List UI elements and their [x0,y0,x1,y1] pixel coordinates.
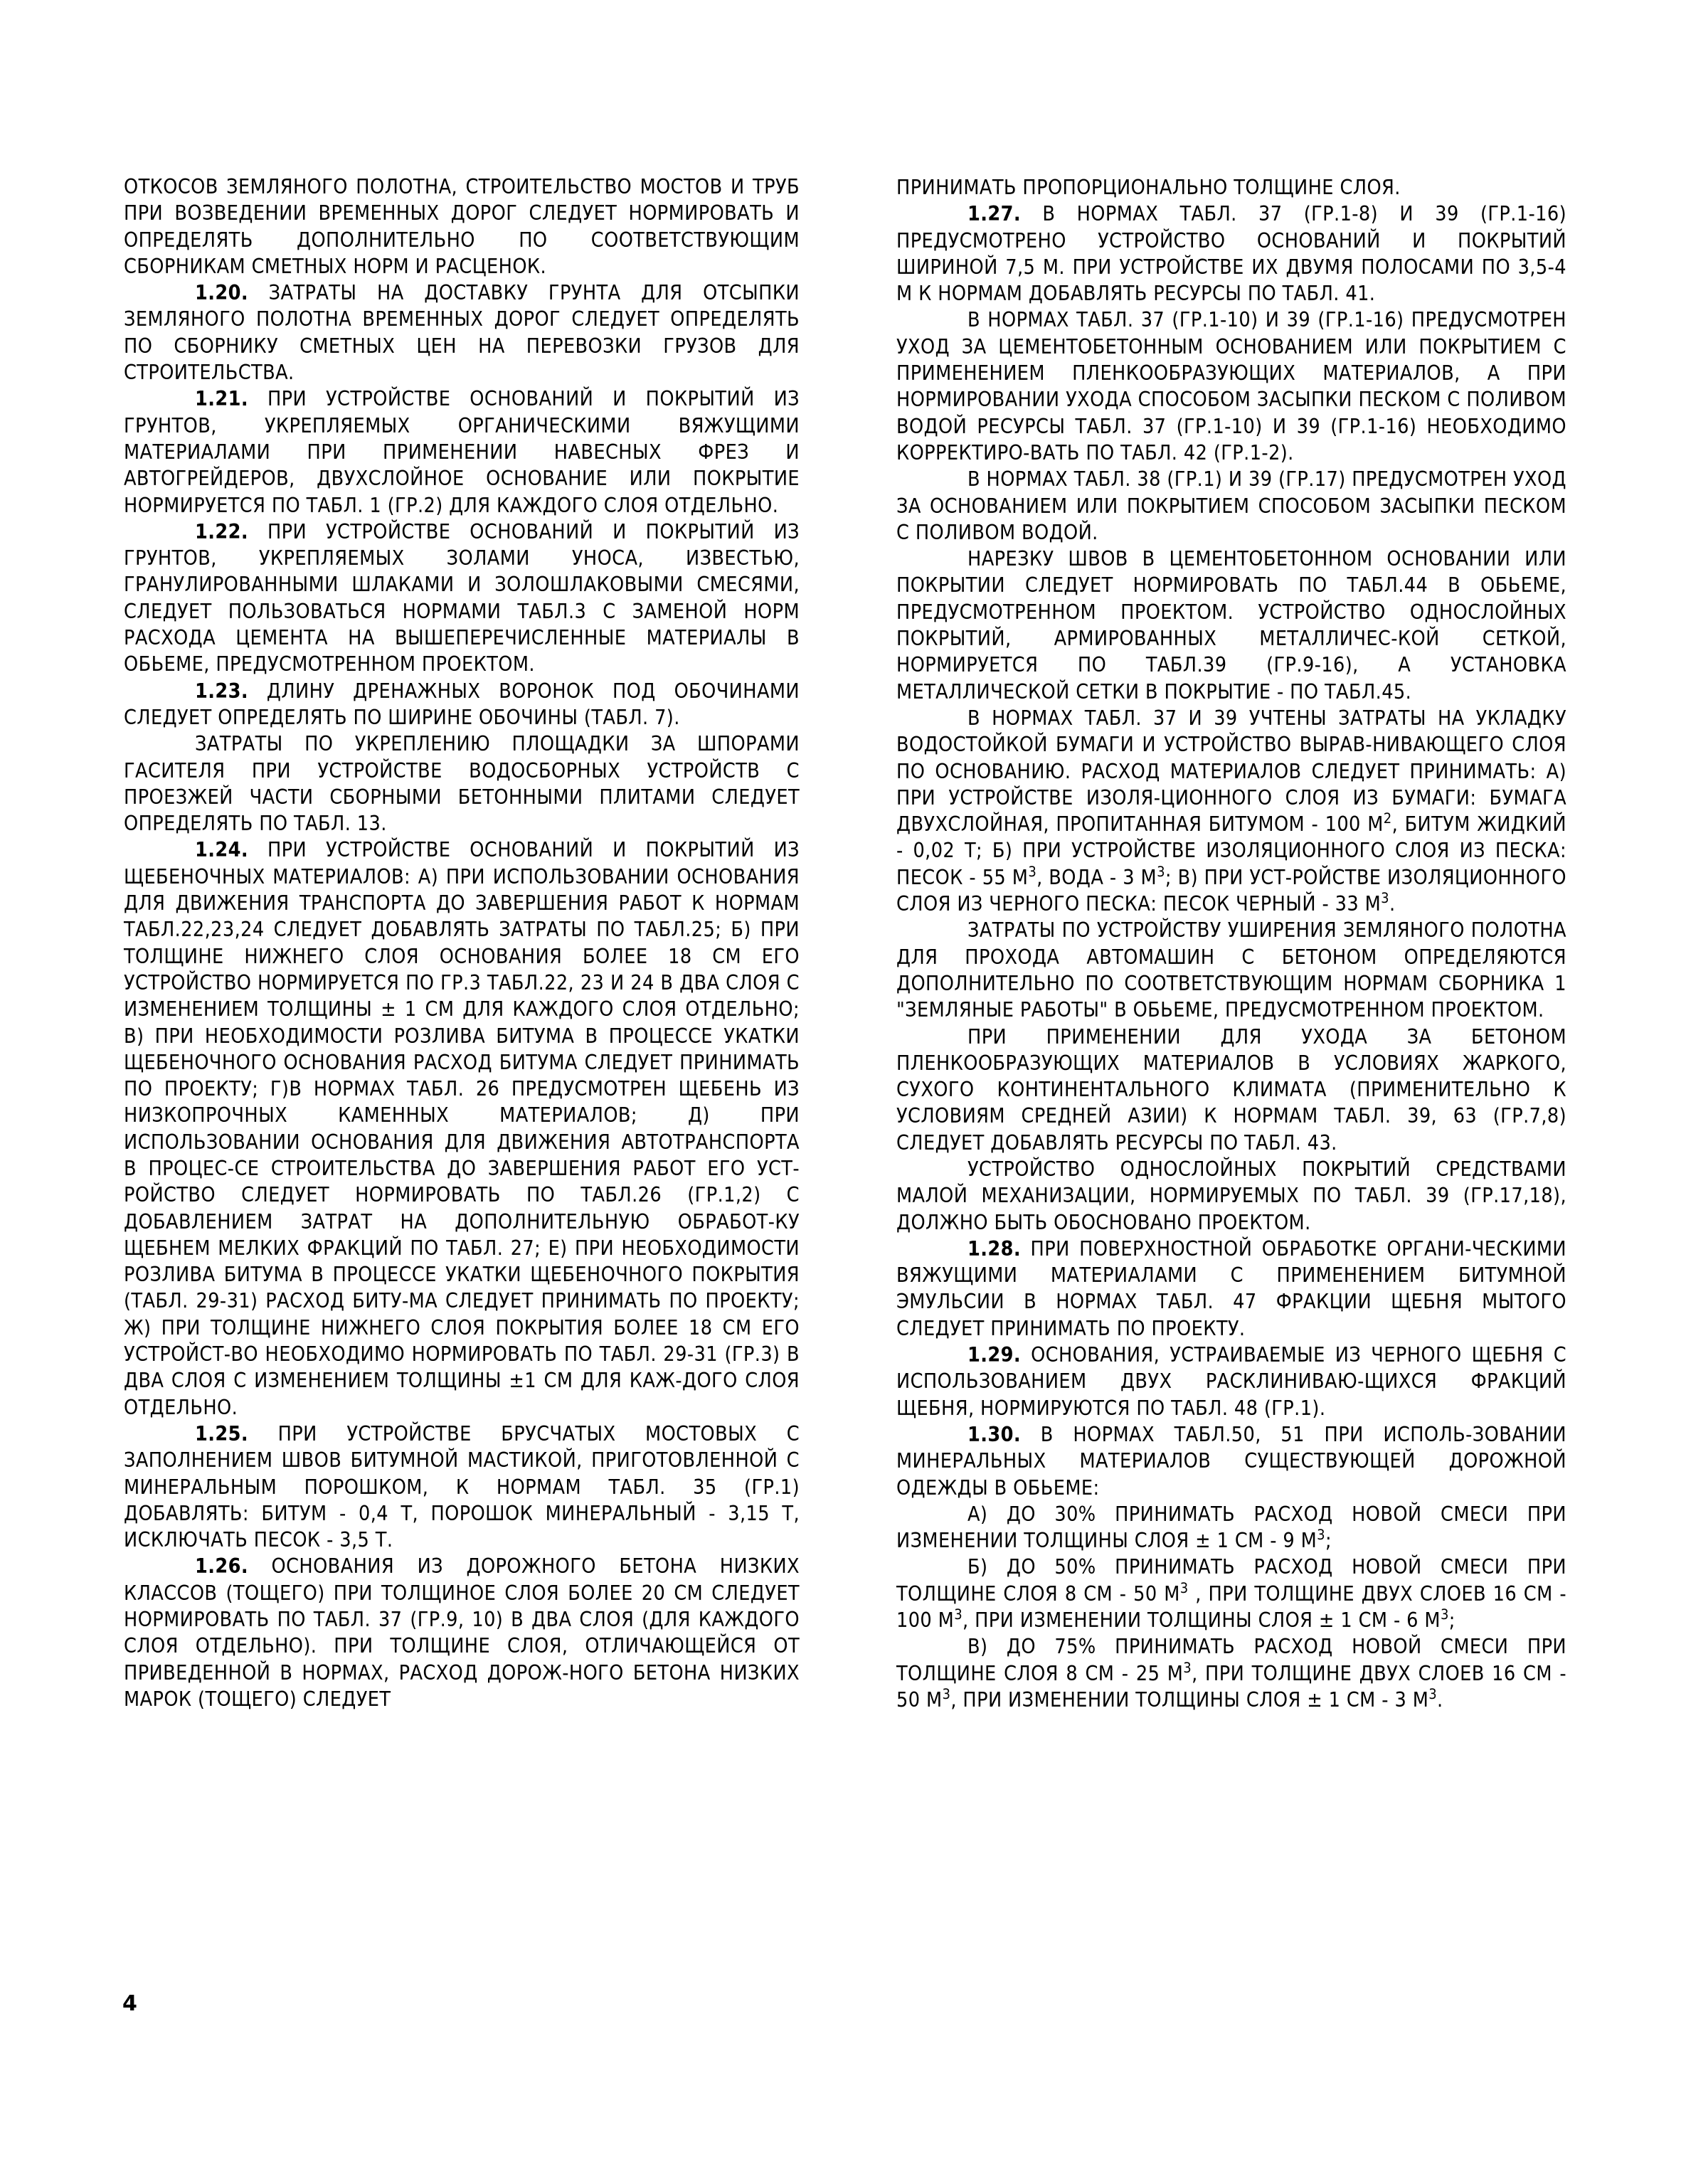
right-column [896,174,1566,1713]
text-run: , ПРИ ИЗМЕНЕНИИ ТОЛЩИНЫ СЛОЯ ± 1 СМ - 3 М [950,1687,1429,1712]
paragraph-cement-care: В НОРМАХ ТАБЛ. 37 (ГР.1-10) И 39 (ГР.1-16) ПРЕДУСМОТРЕН УХОД ЗА ЦЕМЕНТОБЕТОННЫМ ОСНОВАНИЕМ ИЛИ ПОКРЫТИЕМ С ПРИМЕНЕНИЕМ ПЛЕНКООБРАЗУЮЩИХ МАТЕРИАЛОВ, А ПРИ НОРМИРОВАНИИ УХОДА СПОСОБОМ ЗАСЫПКИ ПЕСКОМ С ПОЛИВОМ ВОДОЙ РЕСУРСЫ ТАБЛ. 37 (ГР.1-10) И 39 (ГР.1-16) НЕОБХОДИМО КОРРЕКТИРО-ВАТЬ ПО ТАБЛ. 42 (ГР.1-2). [896,308,1566,465]
paragraph-small-mechanization: УСТРОЙСТВО ОДНОСЛОЙНЫХ ПОКРЫТИЙ СРЕДСТВАМИ МАЛОЙ МЕХАНИЗАЦИИ, НОРМИРУЕМЫХ ПО ТАБЛ. 39 (ГР.17,18), ДОЛЖНО БЫТЬ ОБОСНОВАНО ПРОЕКТОМ. [896,1157,1566,1234]
text-run: , БИТУМ ЖИДКИЙ - 0,02 Т; Б) ПРИ УСТРОЙСТВЕ ИЗОЛЯЦИОННОГО СЛОЯ ИЗ ПЕСКА: ПЕСОК - 55 М [896,812,1566,889]
paragraph-text: ПРИ УСТРОЙСТВЕ БРУСЧАТЫХ МОСТОВЫХ С ЗАПОЛНЕНИЕМ ШВОВ БИТУМНОЙ МАСТИКОЙ, ПРИГОТОВЛЕННОЙ С МИНЕРАЛЬНЫМ ПОРОШКОМ, К НОРМАМ ТАБЛ. 35 (ГР.1) ДОБАВЛЯТЬ: БИТУМ - 0,4 Т, ПОРОШОК МИНЕРАЛЬНЫЙ - 3,15 Т, ИСКЛЮЧАТЬ ПЕСОК - 3,5 Т. [124,1421,800,1552]
paragraph-number: 1.23. [195,679,249,703]
paragraph-1-25 [124,1421,800,1553]
paragraph-1-26 [124,1553,800,1712]
text-run: Б) ДО 50% ПРИНИМАТЬ РАСХОД НОВОЙ СМЕСИ ПРИ ТОЛЩИНЕ СЛОЯ 8 СМ - 50 М [896,1555,1566,1606]
paragraph-1-24 [124,837,800,1421]
superscript: 3 [1028,862,1037,880]
paragraph-number: 1.24. [195,838,249,862]
text-run: ; [1325,1529,1332,1553]
paragraph-number: 1.21. [195,387,249,411]
superscript: 3 [1183,1658,1192,1676]
page-number: 4 [122,1991,137,2016]
superscript: 3 [1440,1606,1449,1623]
text-run: , ПРИ ИЗМЕНЕНИИ ТОЛЩИНЫ СЛОЯ ± 1 СМ - 6 М [963,1608,1441,1633]
paragraph-text: ОСНОВАНИЯ, УСТРАИВАЕМЫЕ ИЗ ЧЕРНОГО ЩЕБНЯ С ИСПОЛЬЗОВАНИЕМ ДВУХ РАСКЛИНИВАЮ-ЩИХСЯ ФРАКЦИЙ ЩЕБНЯ, НОРМИРУЮТСЯ ПО ТАБЛ. 48 (ГР.1). [896,1343,1566,1420]
superscript: 3 [1381,889,1389,907]
superscript: 2 [1383,810,1392,827]
paragraph-continuation: ОТКОСОВ ЗЕМЛЯНОГО ПОЛОТНА, СТРОИТЕЛЬСТВО МОСТОВ И ТРУБ ПРИ ВОЗВЕДЕНИИ ВРЕМЕННЫХ ДОРОГ СЛЕДУЕТ НОРМИРОВАТЬ И ОПРЕДЕЛЯТЬ ДОПОЛНИТЕЛЬНО ПО СООТВЕТСТВУЮЩИМ СБОРНИКАМ СМЕТНЫХ НОРМ И РАСЦЕНОК. [124,175,800,278]
text-run: А) ДО 30% ПРИНИМАТЬ РАСХОД НОВОЙ СМЕСИ ПРИ ИЗМЕНЕНИИ ТОЛЩИНЫ СЛОЯ ± 1 СМ - 9 М [896,1502,1566,1553]
paragraph-text: ЗАТРАТЫ НА ДОСТАВКУ ГРУНТА ДЛЯ ОТСЫПКИ ЗЕМЛЯНОГО ПОЛОТНА ВРЕМЕННЫХ ДОРОГ СЛЕДУЕТ ОПРЕДЕЛЯТЬ ПО СБОРНИКУ СМЕТНЫХ ЦЕН НА ПЕРЕВОЗКИ ГРУЗОВ ДЛЯ СТРОИТЕЛЬСТВА. [124,281,800,385]
text-run: . [1389,892,1396,916]
paragraph-text: ДЛИНУ ДРЕНАЖНЫХ ВОРОНОК ПОД ОБОЧИНАМИ СЛЕДУЕТ ОПРЕДЕЛЯТЬ ПО ШИРИНЕ ОБОЧИНЫ (ТАБЛ. 7). [124,679,800,729]
paragraph-1-27 [896,201,1566,307]
text-run: В НОРМАХ ТАБЛ. 37 И 39 УЧТЕНЫ ЗАТРАТЫ НА УКЛАДКУ ВОДОСТОЙКОЙ БУМАГИ И УСТРОЙСТВО ВЫРАВ-НИВАЮЩЕГО СЛОЯ ПО ОСНОВАНИЮ. РАСХОД МАТЕРИАЛОВ СЛЕДУЕТ ПРИНИМАТЬ: А) ПРИ УСТРОЙСТВЕ ИЗОЛЯ-ЦИОННОГО СЛОЯ ИЗ БУМАГИ: БУМАГА ДВУХСЛОЙНАЯ, ПРОПИТАННАЯ БИТУМОМ - 100 М [896,706,1566,837]
list-item-a [896,1501,1566,1554]
superscript: 3 [1317,1526,1325,1544]
superscript: 3 [954,1606,963,1623]
text-run: . [1437,1687,1443,1712]
paragraph-text: ПРИ ПОВЕРХНОСТНОЙ ОБРАБОТКЕ ОРГАНИ-ЧЕСКИМИ ВЯЖУЩИМИ МАТЕРИАЛАМИ С ПРИМЕНЕНИЕМ БИТУМНОЙ ЭМУЛЬСИИ В НОРМАХ ТАБЛ. 47 ФРАКЦИИ ЩЕБНЯ МЫТОГО СЛЕДУЕТ ПРИНИМАТЬ ПО ПРОЕКТУ. [896,1236,1566,1340]
superscript: 3 [1179,1579,1189,1596]
paragraph-continuation: ПРИНИМАТЬ ПРОПОРЦИОНАЛЬНО ТОЛЩИНЕ СЛОЯ. [896,176,1401,199]
paragraph-text: ОСНОВАНИЯ ИЗ ДОРОЖНОГО БЕТОНА НИЗКИХ КЛАССОВ (ТОЩЕГО) ПРИ ТОЛЩИНОЕ СЛОЯ БОЛЕЕ 20 СМ СЛЕДУЕТ НОРМИРОВАТЬ ПО ТАБЛ. 37 (ГР.9, 10) В ДВА СЛОЯ (ДЛЯ КАЖДОГО СЛОЯ ОТДЕЛЬНО). ПРИ ТОЛЩИНЕ СЛОЯ, ОТЛИЧАЮЩЕЙСЯ ОТ ПРИВЕДЕННОЙ В НОРМАХ, РАСХОД ДОРОЖ-НОГО БЕТОНА НИЗКИХ МАРОК (ТОЩЕГО) СЛЕДУЕТ [124,1554,800,1711]
list-item-c [896,1633,1566,1713]
text-run: , ПРИ ТОЛЩИНЕ ДВУХ СЛОЕВ 16 СМ - 50 М [896,1661,1566,1712]
paragraph-number: 1.28. [967,1236,1022,1261]
list-item-b [896,1554,1566,1633]
superscript: 3 [1157,862,1165,880]
left-column [124,174,800,1712]
paragraph-number: 1.25. [195,1421,249,1446]
paragraph-text: ПРИ УСТРОЙСТВЕ ОСНОВАНИЙ И ПОКРЫТИЙ ИЗ ЩЕБЕНОЧНЫХ МАТЕРИАЛОВ: А) ПРИ ИСПОЛЬЗОВАНИИ ОСНОВАНИЯ ДЛЯ ДВИЖЕНИЯ ТРАНСПОРТА ДО ЗАВЕРШЕНИЯ РАБОТ К НОРМАМ ТАБЛ.22,23,24 СЛЕДУЕТ ДОБАВЛЯТЬ ЗАТРАТЫ ПО ТАБЛ.25; Б) ПРИ ТОЛЩИНЕ НИЖНЕГО СЛОЯ ОСНОВАНИЯ БОЛЕЕ 18 СМ ЕГО УСТРОЙСТВО НОРМИРУЕТСЯ ПО ГР.3 ТАБЛ.22, 23 И 24 В ДВА СЛОЯ С ИЗМЕНЕНИЕМ ТОЛЩИНЫ ± 1 СМ ДЛЯ КАЖДОГО СЛОЯ ОТДЕЛЬНО; В) ПРИ НЕОБХОДИМОСТИ РОЗЛИВА БИТУМА В ПРОЦЕССЕ УКАТКИ ЩЕБЕНОЧНОГО ОСНОВАНИЯ РАСХОД БИТУМА СЛЕДУЕТ ПРИНИМАТЬ ПО ПРОЕКТУ; Г)В НОРМАХ ТАБЛ. 26 ПРЕДУСМОТРЕН ЩЕБЕНЬ ИЗ НИЗКОПРОЧНЫХ КАМЕННЫХ МАТЕРИАЛОВ; Д) ПРИ ИСПОЛЬЗОВАНИИ ОСНОВАНИЯ ДЛЯ ДВИЖЕНИЯ АВТОТРАНСПОРТА В ПРОЦЕС-СЕ СТРОИТЕЛЬСТВА ДО ЗАВЕРШЕНИЯ РАБОТ ЕГО УСТ-РОЙСТВО СЛЕДУЕТ НОРМИРОВАТЬ ПО ТАБЛ.26 (ГР.1,2) С ДОБАВЛЕНИЕМ ЗАТРАТ НА ДОПОЛНИТЕЛЬНУЮ ОБРАБОТ-КУ ЩЕБНЕМ МЕЛКИХ ФРАКЦИЙ ПО ТАБЛ. 27; Е) ПРИ НЕОБХОДИМОСТИ РОЗЛИВА БИТУМА В ПРОЦЕССЕ УКАТКИ ЩЕБЕНОЧНОГО ПОКРЫТИЯ (ТАБЛ. 29-31) РАСХОД БИТУ-МА СЛЕДУЕТ ПРИНИМАТЬ ПО ПРОЕКТУ; Ж) ПРИ ТОЛЩИНЕ НИЖНЕГО СЛОЯ ПОКРЫТИЯ БОЛЕЕ 18 СМ ЕГО УСТРОЙСТ-ВО НЕОБХОДИМО НОРМИРОВАТЬ ПО ТАБЛ. 29-31 (ГР.3) В ДВА СЛОЯ С ИЗМЕНЕНИЕМ ТОЛЩИНЫ ±1 СМ ДЛЯ КАЖ-ДОГО СЛОЯ ОТДЕЛЬНО. [124,838,800,1419]
paragraph-number: 1.22. [195,519,249,544]
paragraph-widening: ЗАТРАТЫ ПО УСТРОЙСТВУ УШИРЕНИЯ ЗЕМЛЯНОГО ПОЛОТНА ДЛЯ ПРОХОДА АВТОМАШИН С БЕТОНОМ ОПРЕДЕЛЯЮТСЯ ДОПОЛНИТЕЛЬНО ПО СООТВЕТСТВУЮЩИМ НОРМАМ СБОРНИКА 1 "ЗЕМЛЯНЫЕ РАБОТЫ" В ОБЬЕМЕ, ПРЕДУСМОТРЕННОМ ПРОЕКТОМ. [896,918,1566,1022]
paragraph-1-29 [896,1342,1566,1421]
text-run: ; В) ПРИ УСТ-РОЙСТВЕ ИЗОЛЯЦИОННОГО СЛОЯ ИЗ ЧЕРНОГО ПЕСКА: ПЕСОК ЧЕРНЫЙ - 33 М [896,865,1566,916]
paragraph-number: 1.26. [195,1554,249,1579]
paragraph-text: ПРИ УСТРОЙСТВЕ ОСНОВАНИЙ И ПОКРЫТИЙ ИЗ ГРУНТОВ, УКРЕПЛЯЕМЫХ ОРГАНИЧЕСКИМИ ВЯЖУЩИМИ МАТЕРИАЛАМИ ПРИ ПРИМЕНЕНИИ НАВЕСНЫХ ФРЕЗ И АВТОГРЕЙДЕРОВ, ДВУХСЛОЙНОЕ ОСНОВАНИЕ ИЛИ ПОКРЫТИЕ НОРМИРУЕТСЯ ПО ТАБЛ. 1 (ГР.2) ДЛЯ КАЖДОГО СЛОЯ ОТДЕЛЬНО. [124,387,800,517]
paragraph-joints: НАРЕЗКУ ШВОВ В ЦЕМЕНТОБЕТОННОМ ОСНОВАНИИ ИЛИ ПОКРЫТИИ СЛЕДУЕТ НОРМИРОВАТЬ ПО ТАБЛ.44 В ОБЬЕМЕ, ПРЕДУСМОТРЕННОМ ПРОЕКТОМ. УСТРОЙСТВО ОДНОСЛОЙНЫХ ПОКРЫТИЙ, АРМИРОВАННЫХ МЕТАЛЛИЧЕС-КОЙ СЕТКОЙ, НОРМИРУЕТСЯ ПО ТАБЛ.39 (ГР.9-16), А УСТАНОВКА МЕТАЛЛИЧЕСКОЙ СЕТКИ В ПОКРЫТИЕ - ПО ТАБЛ.45. [896,547,1566,704]
text-run: , ПРИ ТОЛЩИНЕ ДВУХ СЛОЕВ 16 СМ - 100 М [896,1581,1566,1633]
paragraph-climate: ПРИ ПРИМЕНЕНИИ ДЛЯ УХОДА ЗА БЕТОНОМ ПЛЕНКООБРАЗУЮЩИХ МАТЕРИАЛОВ В УСЛОВИЯХ ЖАРКОГО, СУХОГО КОНТИНЕНТАЛЬНОГО КЛИМАТА (ПРИМЕНИТЕЛЬНО К УСЛОВИЯМ СРЕДНЕЙ АЗИИ) К НОРМАМ ТАБЛ. 39, 63 (ГР.7,8) СЛЕДУЕТ ДОБАВЛЯТЬ РЕСУРСЫ ПО ТАБЛ. 43. [896,1024,1566,1155]
paragraph-1-30 [896,1421,1566,1501]
paragraph-number: 1.30. [967,1422,1022,1446]
paragraph-text: В НОРМАХ ТАБЛ.50, 51 ПРИ ИСПОЛЬ-ЗОВАНИИ МИНЕРАЛЬНЫХ МАТЕРИАЛОВ СУЩЕСТВУЮЩЕЙ ДОРОЖНОЙ ОДЕЖДЫ В ОБЬЕМЕ: [896,1422,1566,1500]
paragraph-sand-care: В НОРМАХ ТАБЛ. 38 (ГР.1) И 39 (ГР.17) ПРЕДУСМОТРЕН УХОД ЗА ОСНОВАНИЕМ ИЛИ ПОКРЫТИЕМ СПОСОБОМ ЗАСЫПКИ ПЕСКОМ С ПОЛИВОМ ВОДОЙ. [896,467,1566,544]
paragraph-number: 1.27. [967,202,1022,226]
paragraph-1-23 [124,678,800,731]
paragraph-gasitel: ЗАТРАТЫ ПО УКРЕПЛЕНИЮ ПЛОЩАДКИ ЗА ШПОРАМИ ГАСИТЕЛЯ ПРИ УСТРОЙСТВЕ ВОДОСБОРНЫХ УСТРОЙСТВ С ПРОЕЗЖЕЙ ЧАСТИ СБОРНЫМИ БЕТОННЫМИ ПЛИТАМИ СЛЕДУЕТ ОПРЕДЕЛЯТЬ ПО ТАБЛ. 13. [124,732,800,836]
paragraph-number: 1.20. [195,281,249,305]
text-run: В) ДО 75% ПРИНИМАТЬ РАСХОД НОВОЙ СМЕСИ ПРИ ТОЛЩИНЕ СЛОЯ 8 СМ - 25 М [896,1635,1566,1685]
paragraph-text: ПРИ УСТРОЙСТВЕ ОСНОВАНИЙ И ПОКРЫТИЙ ИЗ ГРУНТОВ, УКРЕПЛЯЕМЫХ ЗОЛАМИ УНОСА, ИЗВЕСТЬЮ, ГРАНУЛИРОВАННЫМИ ШЛАКАМИ И ЗОЛОШЛАКОВЫМИ СМЕСЯМИ, СЛЕДУЕТ ПОЛЬЗОВАТЬСЯ НОРМАМИ ТАБЛ.3 С ЗАМЕНОЙ НОРМ РАСХОДА ЦЕМЕНТА НА ВЫШЕПЕРЕЧИСЛЕННЫЕ МАТЕРИАЛЫ В ОБЬЕМЕ, ПРЕДУСМОТРЕННОМ ПРОЕКТОМ. [124,519,800,677]
paragraph-1-21 [124,386,800,518]
paragraph-1-22 [124,519,800,678]
paragraph-number: 1.29. [967,1343,1022,1367]
paragraph-1-20 [124,280,800,386]
paragraph-1-28 [896,1236,1566,1342]
paragraph-paper [896,705,1566,917]
text-run: , ВОДА - 3 М [1036,865,1157,889]
superscript: 3 [1428,1685,1438,1702]
text-run: ; [1448,1608,1455,1633]
superscript: 3 [942,1685,951,1702]
paragraph-text: В НОРМАХ ТАБЛ. 37 (ГР.1-8) И 39 (ГР.1-16) ПРЕДУСМОТРЕНО УСТРОЙСТВО ОСНОВАНИЙ И ПОКРЫТИЙ ШИРИНОЙ 7,5 М. ПРИ УСТРОЙСТВЕ ИХ ДВУМЯ ПОЛОСАМИ ПО 3,5-4 М К НОРМАМ ДОБАВЛЯТЬ РЕСУРСЫ ПО ТАБЛ. 41. [896,202,1566,306]
